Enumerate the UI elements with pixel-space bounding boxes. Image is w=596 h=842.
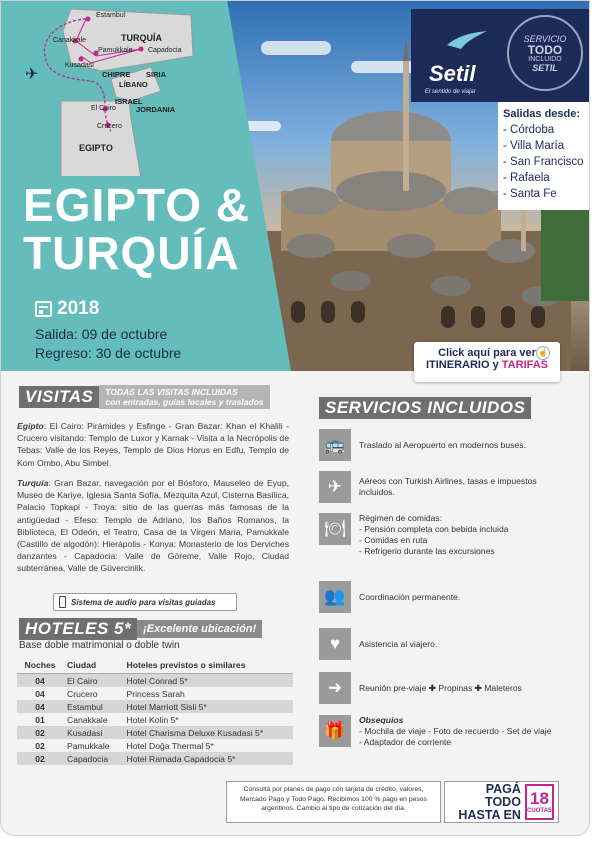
quota-box bbox=[525, 784, 554, 820]
audio-system-badge bbox=[53, 593, 237, 611]
meals-item: - Refrigerio durante las excursiones bbox=[359, 546, 495, 556]
map-city-estambul: Estambul bbox=[96, 12, 126, 19]
gift-icon: 🎁 bbox=[319, 715, 351, 747]
row-hotel: Hotel Charisma Deluxe Kusadasi 5* bbox=[123, 726, 293, 739]
departure-date: Salida: 09 de octubre bbox=[35, 326, 168, 342]
row-nights: 02 bbox=[17, 726, 63, 739]
service-transfer-text: Traslado al Aeropuerto en modernos buses. bbox=[359, 439, 526, 450]
row-nights: 02 bbox=[17, 752, 63, 765]
service-meeting-text bbox=[359, 683, 564, 694]
departure-city: - Córdoba bbox=[503, 124, 555, 136]
brand-tagline: El sentido de viajar bbox=[425, 89, 476, 95]
services-tag: SERVICIOS INCLUIDOS bbox=[319, 397, 531, 419]
service-assistance bbox=[319, 628, 564, 660]
plus-icon: ✚ bbox=[474, 682, 482, 693]
all-included-seal bbox=[507, 15, 583, 91]
meals-item: - Comidas en ruta bbox=[359, 535, 428, 545]
service-flights-text: Aéreos con Turkish Airlines, tasas e impuestos incluidos. bbox=[359, 476, 537, 497]
service-assistance-text: Asistencia al viajero. bbox=[359, 638, 438, 649]
rates-link-text[interactable]: TARIFAS bbox=[501, 359, 549, 371]
bird-logo-icon bbox=[447, 31, 487, 51]
table-row bbox=[17, 713, 293, 726]
row-city: Kusadasi bbox=[63, 726, 123, 739]
meeting-pre: Reunión pre-viaje bbox=[359, 682, 427, 693]
service-meeting bbox=[319, 672, 564, 704]
row-hotel: Hotel Ramada Capadocia 5* bbox=[123, 752, 293, 765]
table-row bbox=[17, 752, 293, 765]
departure-city: - Villa María bbox=[503, 140, 565, 152]
map-country-libano: LÍBANO bbox=[119, 80, 148, 89]
arrow-right-icon: ➜ bbox=[319, 672, 351, 704]
gifts-line-2: - Adaptador de corriente bbox=[359, 737, 452, 747]
heart-icon: ♥ bbox=[319, 628, 351, 660]
row-city: Canakkale bbox=[67, 714, 108, 725]
row-hotel: Hotel Marriott Sisli 5* bbox=[123, 700, 293, 713]
row-nights: 02 bbox=[35, 740, 45, 751]
meals-title: Régimen de comidas: bbox=[359, 513, 443, 523]
installments-text bbox=[449, 783, 521, 822]
plus-icon: ✚ bbox=[428, 682, 436, 693]
gifts-title: Obsequios bbox=[359, 715, 404, 725]
map-country-israel: ISRAEL bbox=[115, 97, 143, 106]
service-coordination bbox=[319, 581, 564, 613]
turkey-visits bbox=[17, 477, 289, 575]
service-gifts bbox=[319, 715, 564, 748]
col-city: Ciudad bbox=[63, 657, 123, 674]
quota-label: CUOTAS bbox=[527, 808, 552, 814]
row-nights: 04 bbox=[35, 688, 45, 699]
service-coordination-text: Coordinación permanente. bbox=[359, 591, 461, 602]
row-hotel: Hotel Doğa Thermal 5* bbox=[126, 740, 214, 751]
hotels-subtitle: ¡Excelente ubicación! bbox=[137, 620, 262, 638]
hotels-heading bbox=[19, 618, 262, 640]
map-country-chipre: CHIPRE bbox=[102, 70, 131, 79]
gifts-line-1: - Mochila de viaje - Foto de recuerdo - Set de viaje bbox=[359, 726, 552, 736]
map-city-kusadasi: Kusadasi bbox=[65, 62, 94, 69]
departure-city: - San Francisco bbox=[503, 156, 584, 168]
departure-city: - Rafaela bbox=[503, 172, 550, 184]
installments-badge bbox=[444, 781, 559, 823]
meals-item: - Pensión completa con bebida incluida bbox=[359, 524, 509, 534]
seal-mid-text-1: TODO bbox=[527, 42, 563, 57]
col-nights: Noches bbox=[17, 657, 63, 674]
installments-line-2: HASTA EN bbox=[458, 807, 521, 822]
dish-icon: 🍽 bbox=[319, 513, 351, 545]
installments-line-1: PAGÁ TODO bbox=[485, 781, 521, 809]
hotels-table bbox=[17, 657, 293, 765]
visits-subtitle-1: TODAS LAS VISITAS INCLUIDAS bbox=[105, 387, 238, 397]
row-hotel: Hotel Conrad 5* bbox=[123, 674, 293, 688]
hotels-base: Base doble matrimonial o doble twin bbox=[19, 640, 180, 651]
egypt-text: : El Cairo: Pirámides y Esfinge - Gran Bazar: Khan el Khalili - Crucero visitando: Templo de Luxor y Karnak - Visita a la Necrópolis de Tebas: Valle de los Reyes, Templo de Dios Horus en Edfu, Templo de Kom Ombo, Abu Simbel. bbox=[17, 421, 289, 468]
map-city-pamukkale: Pamukkale bbox=[98, 47, 133, 54]
departure-city: - Santa Fe bbox=[503, 188, 557, 200]
seal-mid-text-2: INCLUIDO bbox=[528, 55, 562, 63]
seal-brand-text: SETIL bbox=[532, 62, 558, 73]
hero bbox=[1, 1, 590, 371]
row-city: El Cairo bbox=[63, 674, 123, 688]
itinerary-link-text[interactable]: ITINERARIO bbox=[425, 359, 490, 371]
service-gifts-text bbox=[359, 715, 564, 748]
turkey-text: : Gran Bazar, navegación por el Bósforo, Mauseleo de Eyup, Museo de Kariye, Iglesia Santa Sofía, Mezquita Azul, Cisterna Basílica, Palacio Topkapi - Troya: sitio de las guerras más famosas de la antigüedad - Efeso: Templo de Adriano, los Baños Romanos, la Biblioteca, El Odeón, el Teatro, Casa de la Virgen Maria, Pamukkale (Castillo de algodón): Hierápolis - Konya: Monasterio de los Derviches danzantes - Capadocia: Valle de Göreme, Valle Rojo, Ciudad subterránea, Valle de Güvercinlik. bbox=[17, 478, 289, 574]
egypt-visits bbox=[17, 420, 289, 469]
row-city: Crucero bbox=[67, 688, 98, 699]
payment-note: Consultá por planes de pago con tarjeta de crédito, valores, Mercado Pago y Todo Pago. Recibimos 100 % pago en pesos argentinos. Cambio al tipo de cotización del día. bbox=[226, 781, 441, 823]
table-row bbox=[17, 739, 293, 752]
visits-subtitle-2: con entradas, guías locales y traslados bbox=[105, 397, 264, 407]
egypt-label: Egipto bbox=[17, 421, 44, 431]
service-meals bbox=[319, 513, 564, 557]
service-transfer bbox=[319, 429, 564, 461]
visits-heading bbox=[19, 385, 270, 409]
row-city: Capadocia bbox=[63, 752, 123, 765]
turkey-label: Turquía bbox=[17, 478, 49, 488]
meeting-tips: Propinas bbox=[438, 682, 473, 693]
service-flights bbox=[319, 471, 564, 503]
map-city-canakkale: Canakkale bbox=[53, 37, 87, 44]
itinerary-rates-link[interactable] bbox=[414, 342, 560, 382]
visits-subtitle bbox=[99, 385, 269, 409]
return-date: Regreso: 30 de octubre bbox=[35, 345, 182, 361]
row-nights: 01 bbox=[35, 714, 45, 725]
map-country-egipto: EGIPTO bbox=[79, 143, 113, 153]
table-row bbox=[17, 726, 293, 739]
cta-line-2 bbox=[422, 359, 552, 371]
people-icon: 👥 bbox=[319, 581, 351, 613]
visits-tag: VISITAS bbox=[19, 386, 99, 408]
click-hand-icon: ☝ bbox=[536, 346, 550, 360]
table-row bbox=[17, 687, 293, 700]
year: 2018 bbox=[57, 298, 100, 319]
airplane-icon: ✈ bbox=[25, 66, 39, 83]
table-header bbox=[17, 657, 293, 674]
title-line-1: EGIPTO & bbox=[23, 179, 250, 231]
hotels-tag: HOTELES 5* bbox=[19, 618, 137, 640]
title-line-2: TURQUÍA bbox=[23, 227, 240, 279]
departures-box bbox=[498, 102, 590, 210]
meeting-porters: Maleteros bbox=[484, 682, 522, 693]
row-city: Estambul bbox=[63, 700, 123, 713]
seal-top-text: SERVICIO bbox=[523, 33, 567, 44]
brand-block bbox=[411, 9, 590, 102]
services-heading bbox=[319, 397, 531, 419]
main-title bbox=[23, 181, 283, 277]
calendar-icon bbox=[35, 301, 52, 317]
cta-and: y bbox=[492, 359, 499, 371]
audio-device-icon bbox=[59, 596, 66, 608]
service-meals-text bbox=[359, 513, 564, 557]
map-city-capadocia: Capadocia bbox=[148, 47, 182, 54]
row-hotel: Princess Sarah bbox=[126, 688, 185, 699]
brand-logo: Setil bbox=[429, 61, 476, 86]
row-city: Pamukkale bbox=[67, 740, 110, 751]
map-country-turquia: TURQUÍA bbox=[121, 33, 162, 43]
cta-line-1: Click aquí para ver bbox=[438, 347, 536, 359]
row-hotel: Hotel Kolin 5* bbox=[126, 714, 179, 725]
table-row bbox=[17, 700, 293, 713]
map-city-el-cairo: El Cairo bbox=[91, 105, 116, 112]
route-map bbox=[1, 1, 201, 176]
year-row bbox=[35, 298, 99, 320]
row-nights: 04 bbox=[17, 700, 63, 713]
departures-title: Salidas desde: bbox=[503, 108, 581, 120]
table-row bbox=[17, 674, 293, 688]
audio-text: Sistema de audio para visitas guiadas bbox=[71, 597, 216, 607]
quota-number: 18 bbox=[530, 789, 549, 808]
map-country-jordania: JORDANIA bbox=[136, 105, 176, 114]
map-country-siria: SIRIA bbox=[146, 70, 167, 79]
airplane-icon: ✈ bbox=[319, 471, 351, 503]
row-nights: 04 bbox=[17, 674, 63, 688]
map-city-crucero: Crucero bbox=[97, 123, 122, 130]
bus-icon: 🚌 bbox=[319, 429, 351, 461]
col-hotel: Hoteles previstos o similares bbox=[123, 657, 293, 674]
